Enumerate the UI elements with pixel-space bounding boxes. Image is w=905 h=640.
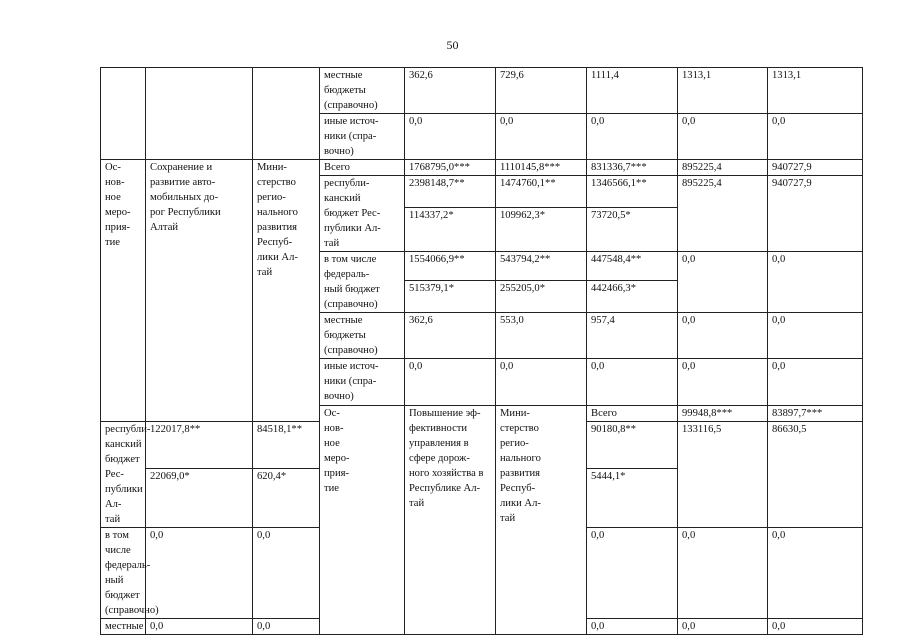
source-label: в том числе федераль- ный бюджет (справочно) [101, 528, 146, 619]
value-cell: 122017,8** [146, 422, 253, 469]
activity-type: Ос- нов- ное меро- прия- тие [101, 160, 146, 422]
value-cell: 109962,3* [496, 208, 587, 252]
value-cell: 22069,0* [146, 469, 253, 528]
value-cell: 553,0 [496, 313, 587, 359]
value-cell: 84518,1** [253, 422, 320, 469]
source-label: местные бюджеты (справочно) [320, 313, 405, 359]
value-cell: 5444,1* [587, 469, 678, 528]
value-cell: 729,6 [496, 68, 587, 114]
value-cell: 0,0 [678, 359, 768, 406]
value-cell: 895225,4 [678, 176, 768, 252]
value-cell: 0,0 [253, 619, 320, 635]
value-cell: 0,0 [768, 528, 863, 619]
value-cell: 895225,4 [678, 160, 768, 176]
value-cell: 0,0 [146, 528, 253, 619]
page-number: 50 [446, 38, 459, 52]
value-cell: 0,0 [768, 619, 863, 635]
source-label: местные бюджеты (справочно) [320, 68, 405, 114]
value-cell: 0,0 [678, 528, 768, 619]
value-cell: 0,0 [678, 619, 768, 635]
value-cell: 0,0 [587, 528, 678, 619]
value-cell: 114337,2* [405, 208, 496, 252]
value-cell: 90180,8** [587, 422, 678, 469]
value-cell: 0,0 [496, 359, 587, 406]
value-cell: 133116,5 [678, 422, 768, 528]
activity-name: Сохранение и развитие авто- мобильных до- рог Республики Алтай [146, 160, 253, 422]
activity-name: Повышение эф- фективности управления в сфере дорож- ного хозяйства в Республике Ал- тай [405, 406, 496, 635]
value-cell: 99948,8*** [678, 406, 768, 422]
value-cell: 831336,7*** [587, 160, 678, 176]
value-cell: 1768795,0*** [405, 160, 496, 176]
value-cell: 0,0 [253, 528, 320, 619]
value-cell: 83897,7*** [768, 406, 863, 422]
value-cell: 620,4* [253, 469, 320, 528]
value-cell: 0,0 [678, 114, 768, 160]
value-cell: 362,6 [405, 68, 496, 114]
value-cell: 362,6 [405, 313, 496, 359]
value-cell: 0,0 [587, 619, 678, 635]
value-cell: 0,0 [768, 313, 863, 359]
source-label: иные источ- ники (спра- вочно) [320, 359, 405, 406]
value-cell: 0,0 [146, 619, 253, 635]
value-cell: 447548,4** [587, 252, 678, 281]
empty-cell [146, 68, 253, 160]
source-label: республи- канский бюджет Рес- публики Ал- тай [101, 422, 146, 528]
activity-type: Ос- нов- ное меро- прия- тие [320, 406, 405, 635]
source-label: Всего [320, 160, 405, 176]
value-cell: 73720,5* [587, 208, 678, 252]
source-label: в том числе федераль- ный бюджет (справочно) [320, 252, 405, 313]
value-cell: 1111,4 [587, 68, 678, 114]
value-cell: 543794,2** [496, 252, 587, 281]
budget-table [100, 67, 863, 635]
value-cell: 442466,3* [587, 281, 678, 313]
value-cell: 0,0 [405, 359, 496, 406]
value-cell: 1313,1 [768, 68, 863, 114]
value-cell: 0,0 [678, 252, 768, 313]
value-cell: 0,0 [496, 114, 587, 160]
value-cell: 0,0 [768, 359, 863, 406]
value-cell: 1554066,9** [405, 252, 496, 281]
value-cell: 1346566,1** [587, 176, 678, 208]
executor: Мини- стерство регио- нального развития Респуб- лики Ал- тай [496, 406, 587, 635]
value-cell: 255205,0* [496, 281, 587, 313]
source-label: местные [101, 619, 146, 635]
table-row [101, 68, 863, 114]
value-cell: 0,0 [768, 252, 863, 313]
empty-cell [101, 68, 146, 160]
value-cell: 1110145,8*** [496, 160, 587, 176]
value-cell: 1474760,1** [496, 176, 587, 208]
value-cell: 1313,1 [678, 68, 768, 114]
value-cell: 515379,1* [405, 281, 496, 313]
value-cell: 957,4 [587, 313, 678, 359]
executor: Мини- стерство регио- нального развития Респуб- лики Ал- тай [253, 160, 320, 422]
table-row [101, 160, 863, 176]
value-cell: 0,0 [405, 114, 496, 160]
source-label: Всего [587, 406, 678, 422]
value-cell: 940727,9 [768, 176, 863, 252]
value-cell: 0,0 [678, 313, 768, 359]
empty-cell [253, 68, 320, 160]
value-cell: 2398148,7** [405, 176, 496, 208]
value-cell: 0,0 [768, 114, 863, 160]
value-cell: 86630,5 [768, 422, 863, 528]
value-cell: 940727,9 [768, 160, 863, 176]
source-label: республи- канский бюджет Рес- публики Ал- тай [320, 176, 405, 252]
value-cell: 0,0 [587, 359, 678, 406]
source-label: иные источ- ники (спра- вочно) [320, 114, 405, 160]
value-cell: 0,0 [587, 114, 678, 160]
